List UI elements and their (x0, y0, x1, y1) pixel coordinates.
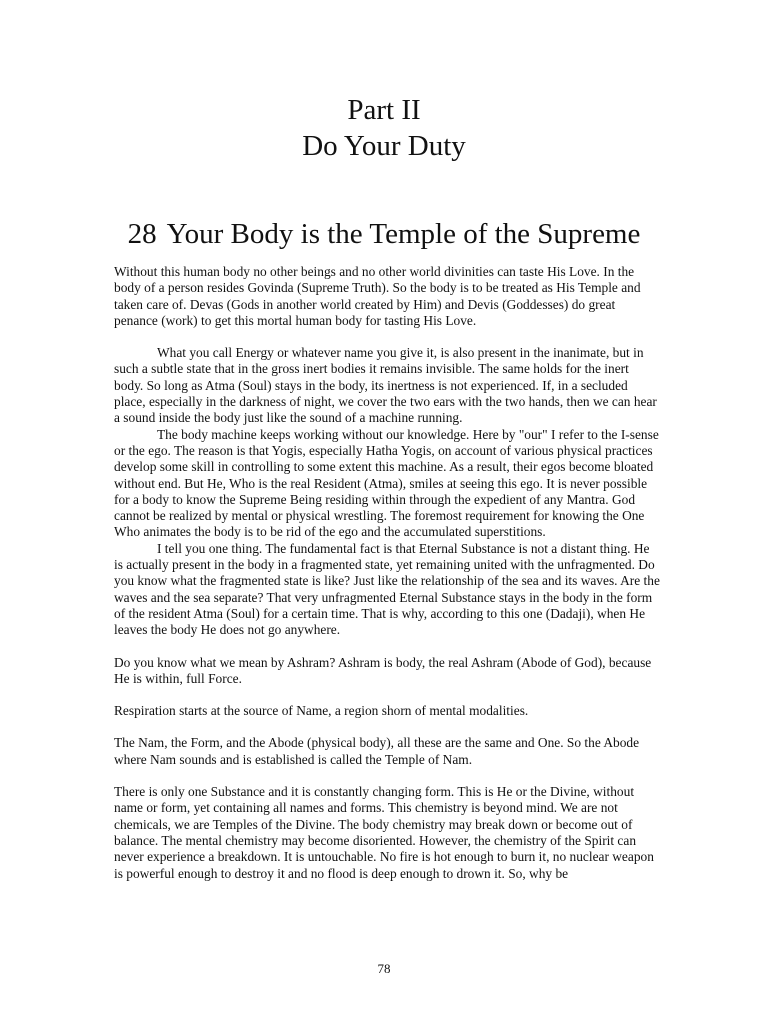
part-title: Do Your Duty (302, 130, 466, 162)
chapter-title: Your Body is the Temple of the Supreme (166, 218, 641, 250)
chapter-number: 28 (127, 218, 157, 250)
body-text (114, 264, 660, 882)
page-number: 78 (377, 961, 391, 976)
part-heading (0, 92, 768, 164)
paragraph-4: I tell you one thing. The fundamental fact is that Eternal Substance is not a distant thing. He is actually present in the body in a fragmented state, yet remaining united with the unfragmented. Do you know what the fragmented state is like? Just like the relationship of the sea and its waves. Are the waves and the sea separate? That very unfragmented Eternal Substance stays in the body in the form of the resident Atma (Soul) for a certain time. That is why, according to this one (Dadaji), when He leaves the body He does not go anywhere. (114, 540, 660, 638)
paragraph-6: Respiration starts at the source of Name, a region shorn of mental modalities. (114, 703, 529, 719)
paragraph-8: There is only one Substance and it is constantly changing form. This is He or the Divine, without name or form, yet containing all names and forms. This chemistry is beyond mind. We are not chemicals, we are Temples of the Divine. The body chemistry may break down or become out of balance. The mental chemistry may become disoriented. However, the chemistry of the Spirit can never experience a breakdown. It is untouchable. No fire is hot enough to burn it, no nuclear weapon is powerful enough to destroy it and no flood is deep enough to drown it. So, why be (114, 784, 654, 881)
part-label: Part II (347, 94, 421, 126)
paragraph-5: Do you know what we mean by Ashram? Ashram is body, the real Ashram (Abode of God), because He is within, full Force. (114, 654, 652, 686)
paragraph-7: The Nam, the Form, and the Abode (physical body), all these are the same and One. So the Abode where Nam sounds and is established is called the Temple of Nam. (114, 735, 640, 767)
paragraph-3: The body machine keeps working without our knowledge. Here by "our" I refer to the I-sense or the ego. The reason is that Yogis, especially Hatha Yogis, on account of various physical practices develop some skill in controlling to some extent this machine. As a result, their egos become bloated without end. But He, Who is the real Resident (Atma), smiles at seeing this ego. It is never possible for a body to know the Supreme Being residing within through the expedient of any Mantra. God cannot be realized by mental or physical wrestling. The foremost requirement for knowing the One Who animates the body is to be rid of the ego and the accumulated superstitions. (114, 426, 659, 540)
paragraph-2: What you call Energy or whatever name you give it, is also present in the inanimate, but in such a subtle state that in the gross inert bodies it remains invisible. The same holds for the inert body. So long as Atma (Soul) stays in the body, its inertness is not experienced. If, in a secluded place, especially in the darkness of night, we cover the two ears with the two hands, then we can hear a sound inside the body just like the sound of a machine running. (114, 345, 657, 426)
paragraph-1: Without this human body no other beings and no other world divinities can taste His Love. In the body of a person resides Govinda (Supreme Truth). So the body is to be treated as His Temple and taken care of. Devas (Gods in another world created by Him) and Devis (Goddesses) do great penance (work) to get this mortal human body for tasting His Love. (114, 264, 641, 328)
chapter-heading (0, 214, 768, 254)
